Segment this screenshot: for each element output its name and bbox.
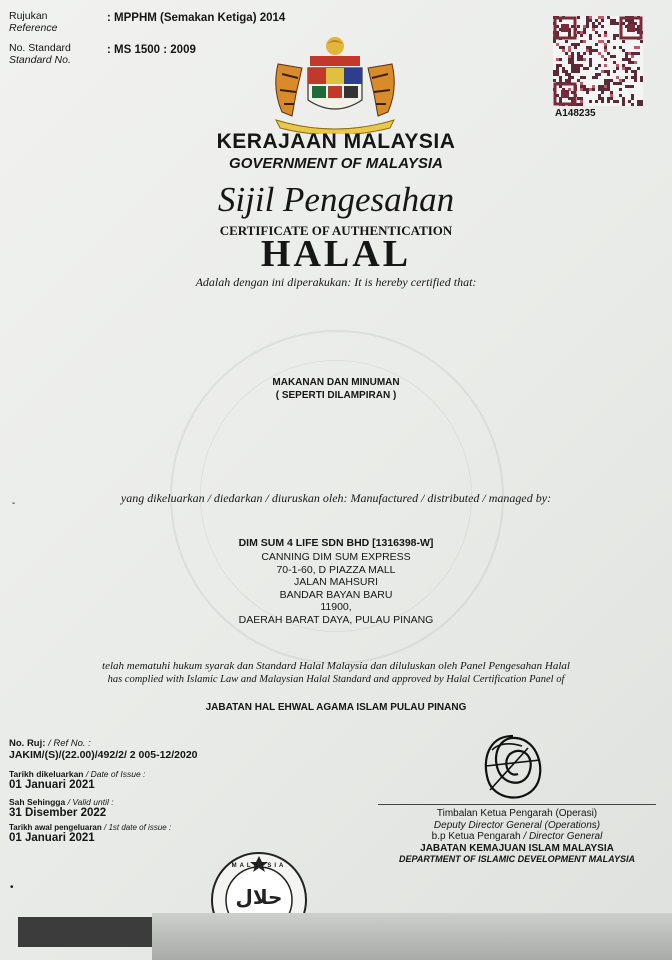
address-line: CANNING DIM SUM EXPRESS (261, 551, 411, 563)
redaction-bar (18, 917, 152, 947)
photo-edge-shadow (152, 913, 672, 960)
signature-line (378, 804, 656, 805)
left-mark: - (12, 498, 16, 509)
compliance-line-en: has complied with Islamic Law and Malaysian Halal Standard and approved by Halal Certification Panel of (107, 674, 565, 685)
qr-code-icon (553, 16, 643, 106)
government-title-ms: KERAJAAN MALAYSIA (216, 130, 456, 153)
address-line: JALAN MAHSURI (293, 576, 378, 588)
reference-label: Rujukan Reference (9, 10, 58, 34)
coat-of-arms-icon (272, 34, 398, 134)
compliance-line-ms: telah mematuhi hukum syarak dan Standard Halal Malaysia dan diluluskan oleh Panel Pengesahan Halal (102, 660, 570, 672)
signatory-block: Timbalan Ketua Pengarah (Operasi) Deputy Director General (Operations) b.p Ketua Pengarah / Director General JABATAN KEMAJUAN ISLAM MALAYSIA DEPARTMENT OF ISLAMIC DEVELOPMENT MALAYSIA (398, 808, 635, 864)
manufacturer-intro: yang dikeluarkan / diedarkan / diuruskan oleh: Manufactured / distributed / managed by: (120, 491, 552, 505)
standard-value: : MS 1500 : 2009 (107, 44, 196, 56)
certified-statement: Adalah dengan ini diperakukan: It is hereby certified that: (195, 275, 477, 289)
certificate-title-en: CERTIFICATE OF AUTHENTICATION (219, 223, 453, 238)
address-line: 70-1-60, D PIAZZA MALL (276, 563, 396, 576)
address-line: BANDAR BAYAN BARU (279, 588, 393, 601)
issue-date-field: Tarikh dikeluarkan / Date of Issue : 01 Januari 2021 (9, 769, 146, 791)
government-title-en: GOVERNMENT OF MALAYSIA (229, 155, 443, 172)
certificate-title-ms: Sijil Pengesahan (217, 180, 455, 219)
first-issue-date-field: Tarikh awal pengeluaran / 1st date of issue : 01 Januari 2021 (9, 823, 172, 844)
valid-until-field: Sah Sehingga / Valid until : 31 Disember 2022 (9, 797, 114, 819)
signature-icon (478, 730, 548, 806)
logo-arabic-text: حلال (235, 885, 283, 909)
logo-ring-label: MALAYSIA (231, 863, 287, 869)
reference-value: : MPPHM (Semakan Ketiga) 2014 (107, 12, 286, 24)
company-name: DIM SUM 4 LIFE SDN BHD [1316398-W] (238, 537, 434, 549)
serial-number: A148235 (555, 108, 596, 119)
reference-number-field: No. Ruj: / Ref No. : JAKIM/(S)/(22.00)/492/2/ 2 005-12/2020 (9, 738, 198, 761)
product-name: MAKANAN DAN MINUMAN (272, 377, 400, 388)
standard-label: No. Standard Standard No. (9, 42, 71, 66)
address-line: DAERAH BARAT DAYA, PULAU PINANG (238, 613, 434, 626)
certifying-authority: JABATAN HAL EHWAL AGAMA ISLAM PULAU PINANG (205, 702, 467, 713)
address-line: 11900, (320, 601, 352, 613)
halal-heading: HALAL (260, 233, 412, 275)
company-address (0, 551, 672, 626)
product-note: ( SEPERTI DILAMPIRAN ) (275, 390, 397, 401)
left-dot: • (10, 882, 14, 893)
